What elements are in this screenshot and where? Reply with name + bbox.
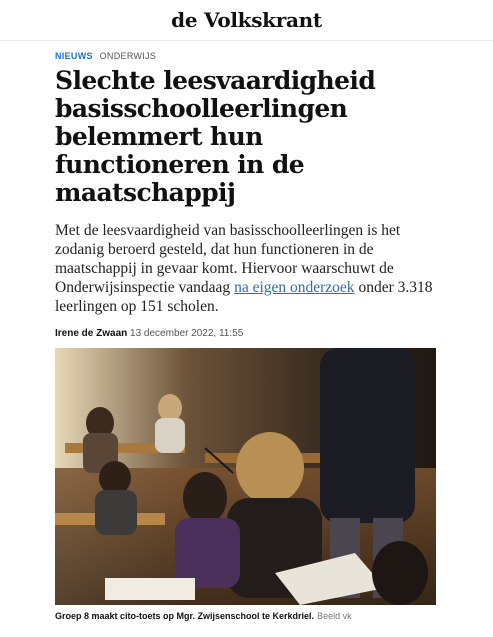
subsection-label[interactable]: ONDERWIJS <box>99 51 157 61</box>
intro-text-end: onder 3.318 leerlingen op 151 scholen. <box>55 279 433 315</box>
author-name[interactable]: Irene de Zwaan <box>55 328 128 339</box>
article-labels <box>55 51 438 61</box>
article <box>0 51 493 339</box>
publish-date: 13 december 2022, 11:55 <box>130 328 244 339</box>
photo-caption <box>55 611 455 621</box>
classroom-photo-illustration <box>55 348 436 605</box>
article-photo <box>55 348 436 605</box>
article-title: Slechte leesvaardigheid basisschoolleerlingen belemmert hun functioneren in de maatschappij <box>55 66 376 207</box>
intro-text-start: Met de leesvaardigheid van basisschoolleerlingen is het zodanig beroerd gesteld, dat hun functioneren in de maatschappij in gevaar komt. Hiervoor waarschuwt de Onderwijsinspectie vandaag <box>55 222 401 296</box>
research-link[interactable]: na eigen onderzoek <box>234 279 355 296</box>
masthead <box>0 0 493 41</box>
byline <box>55 328 438 339</box>
section-label[interactable]: NIEUWS <box>55 51 93 61</box>
volkskrant-logo[interactable]: de Volkskrant <box>171 8 322 32</box>
article-intro <box>55 221 438 316</box>
caption-text: Groep 8 maakt cito-toets op Mgr. Zwijsenschool te Kerkdriel. <box>55 611 315 621</box>
image-credit: Beeld vk <box>317 611 352 621</box>
